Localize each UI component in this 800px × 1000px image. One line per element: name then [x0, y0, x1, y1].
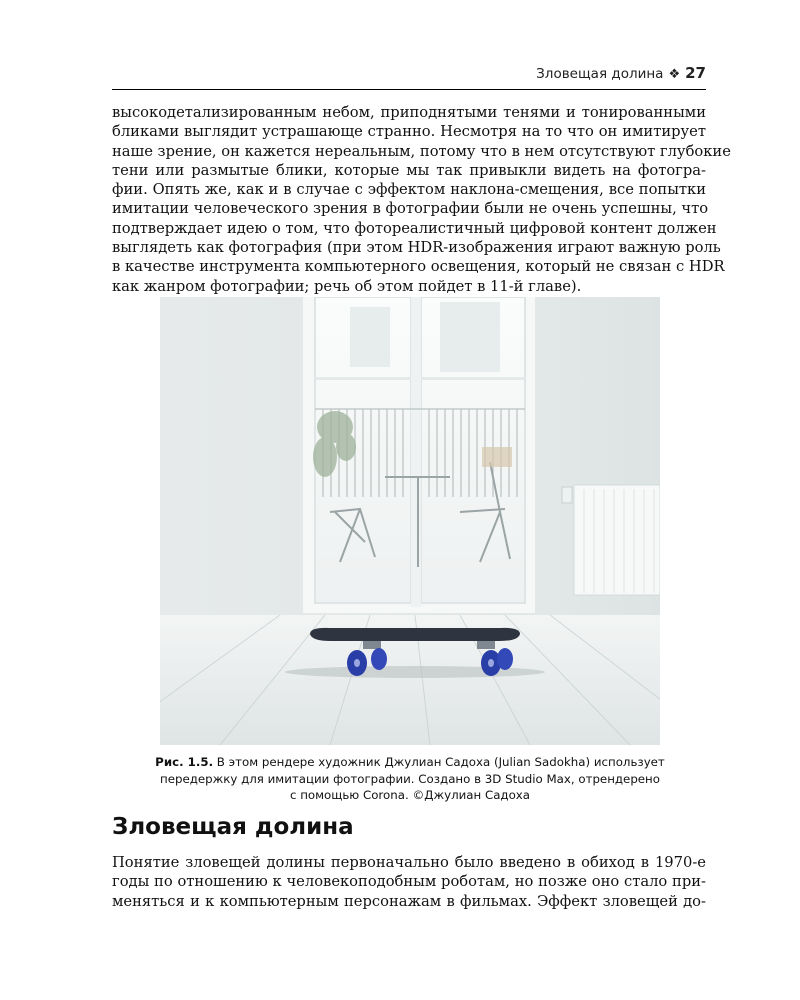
paragraph-2 — [112, 853, 706, 911]
text-line: меняться и к компьютерным персонажам в фильмах. Эффект зловещей до- — [112, 892, 706, 910]
header-rule — [112, 89, 706, 90]
caption-line — [140, 754, 680, 771]
text-line: Понятие зловещей долины первоначально было введено в обиход в 1970-е — [112, 854, 706, 871]
running-title: Зловещая долина — [536, 66, 664, 82]
text-line: наше зрение, он кажется нереальным, потому что в нем отсутствуют глубокие — [112, 142, 731, 160]
caption-line: с помощью Corona. ©Джулиан Садоха — [289, 788, 531, 803]
caption-line: передержку для имитации фотографии. Создано в 3D Studio Max, отрендерено — [159, 771, 660, 786]
page-number: 27 — [685, 64, 706, 82]
text-line: как жанром фотографии; речь об этом пойдет в 11-й главе). — [112, 277, 582, 295]
text-line: годы по отношению к человекоподобным роботам, но позже оно стало при- — [112, 873, 706, 891]
figure-caption — [140, 754, 680, 804]
fleuron-icon: ❖ — [668, 67, 681, 82]
text-line: имитации человеческого зрения в фотографии были не очень успешны, что — [112, 200, 709, 218]
text-line: тени или размытые блики, которые мы так привыкли видеть на фотогра- — [112, 161, 706, 179]
section-heading: Зловещая долина — [112, 814, 354, 840]
text-line: бликами выглядит устрашающе странно. Несмотря на то что он имитирует — [112, 123, 706, 141]
caption-text: В этом рендере художник Джулиан Садоха (Julian Sadokha) использует — [216, 755, 665, 769]
text-line: фии. Опять же, как и в случае с эффектом наклона-смещения, все попытки — [112, 181, 706, 199]
room-render-image — [160, 297, 660, 745]
figure-label: Рис. 1.5. — [155, 755, 214, 769]
text-line: в качестве инструмента компьютерного освещения, который не связан с HDR — [112, 258, 725, 276]
paragraph-1 — [112, 103, 731, 296]
text-line: подтверждает идею о том, что фотореалистичный цифровой контент должен — [112, 219, 717, 237]
text-line: выглядеть как фотография (при этом HDR-изображения играют важную роль — [112, 239, 721, 257]
running-header — [112, 64, 706, 82]
text-line: высокодетализированным небом, приподнятыми тенями и тонированными — [112, 104, 706, 121]
render-figure — [160, 297, 660, 745]
